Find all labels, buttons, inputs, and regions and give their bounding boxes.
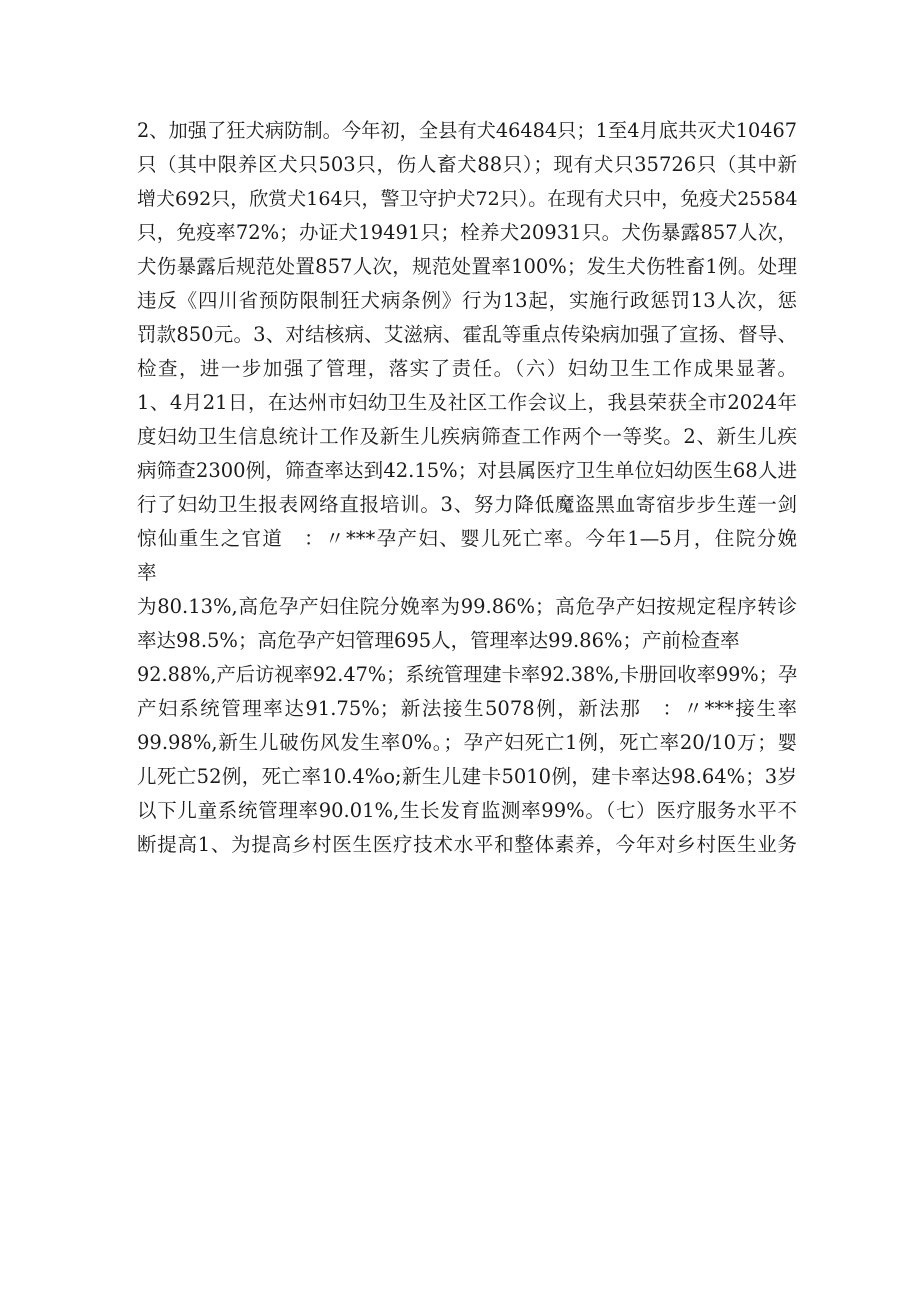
text-line: 罚款850元。3、对结核病、艾滋病、霍乱等重点传染病加强了宣扬、督导、 bbox=[137, 323, 797, 346]
text-line: 92.88%,产后访视率92.47%；系统管理建卡率92.38%,卡册回收率99%；孕 bbox=[137, 663, 798, 686]
text-line: 度妇幼卫生信息统计工作及新生儿疾病筛查工作两个一等奖。2、新生儿疾 bbox=[137, 425, 797, 448]
text-line: 为80.13%,高危孕产妇住院分娩率为99.86%；高危孕产妇按规定程序转诊 bbox=[137, 595, 797, 618]
text-line: 2、加强了狂犬病防制。今年初，全县有犬46484只；1至4月底共灭犬10467 bbox=[137, 119, 797, 142]
text-line: 检查，进一步加强了管理，落实了责任。（六）妇幼卫生工作成果显著。 bbox=[137, 357, 797, 380]
text-line: 儿死亡52例，死亡率10.4%o;新生儿建卡5010例，建卡率达98.64%；3岁 bbox=[137, 765, 797, 788]
text-line: 以下儿童系统管理率90.01%,生长发育监测率99%。（七）医疗服务水平不 bbox=[137, 799, 797, 822]
text-line: 产妇系统管理率达91.75%；新法接生5078例，新法那 ：〃***接生率 bbox=[137, 697, 797, 720]
text-line: 病筛查2300例，筛查率达到42.15%；对县属医疗卫生单位妇幼医生68人进 bbox=[137, 459, 797, 482]
text-line: 99.98%,新生儿破伤风发生率0%。；孕产妇死亡1例，死亡率20/10万；婴 bbox=[137, 731, 797, 754]
text-line: 1、4月21日，在达州市妇幼卫生及社区工作会议上，我县荣获全市2024年 bbox=[137, 391, 797, 414]
text-line: 率达98.5%；高危孕产妇管理695人，管理率达99.86%；产前检查率 bbox=[137, 629, 740, 652]
text-line: 惊仙重生之官道 ：〃***孕产妇、婴儿死亡率。今年1—5月，住院分娩 bbox=[137, 527, 797, 550]
text-line: 率 bbox=[137, 561, 157, 584]
text-line: 行了妇幼卫生报表网络直报培训。3、努力降低魔盗黑血寄宿步步生莲一剑 bbox=[137, 493, 797, 516]
body-text bbox=[137, 114, 797, 862]
text-line: 增犬692只，欣赏犬164只，警卫守护犬72只）。在现有犬只中，免疫犬25584 bbox=[137, 188, 798, 210]
text-line: 只，免疫率72%；办证犬19491只；栓养犬20931只。犬伤暴露857人次， bbox=[137, 221, 797, 244]
text-line: 犬伤暴露后规范处置857人次，规范处置率100%；发生犬伤牲畜1例。处理 bbox=[137, 255, 797, 278]
text-line: 只（其中限养区犬只503只，伤人畜犬88只）；现有犬只35726只（其中新 bbox=[137, 153, 797, 176]
text-line: 违反《四川省预防限制狂犬病条例》行为13起，实施行政惩罚13人次，惩 bbox=[137, 289, 797, 312]
text-line: 断提高1、为提高乡村医生医疗技术水平和整体素养，今年对乡村医生业务 bbox=[137, 833, 797, 856]
